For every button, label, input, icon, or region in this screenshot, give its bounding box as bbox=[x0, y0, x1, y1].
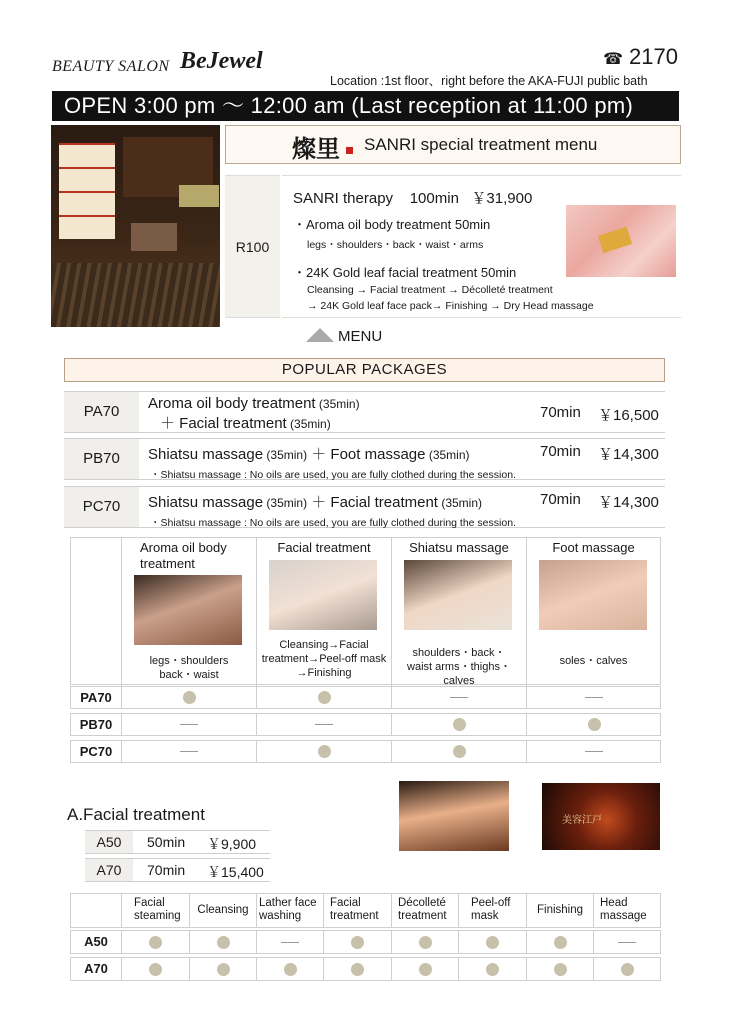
dot-mark bbox=[526, 931, 593, 953]
facial-duration: 70min bbox=[147, 862, 186, 878]
facial-massage-photo bbox=[399, 781, 509, 851]
facial-steps-header bbox=[70, 893, 661, 928]
step-title: Lather face washing bbox=[259, 897, 317, 922]
sanri-stamp-icon bbox=[346, 147, 353, 154]
phone-text: 2170 bbox=[629, 44, 678, 69]
treatment-title: Aroma oil body treatment bbox=[140, 540, 227, 571]
dot-mark bbox=[323, 931, 391, 953]
dash-mark bbox=[256, 714, 391, 735]
dot-mark bbox=[256, 958, 323, 980]
package-line1 bbox=[148, 395, 360, 412]
dot-mark bbox=[458, 958, 526, 980]
dot-mark bbox=[391, 714, 526, 735]
mountain-icon bbox=[306, 328, 334, 342]
facial-photo bbox=[269, 560, 377, 630]
salon-sign-text: 美容江戸 bbox=[562, 815, 602, 826]
brand-tagline: BEAUTY SALON bbox=[52, 58, 170, 75]
step-title: Facial treatment bbox=[330, 897, 379, 922]
dot-mark bbox=[121, 958, 189, 980]
row-label: PA70 bbox=[80, 690, 112, 705]
r100-gold-steps-1: Cleansing → Facial treatment → Décolleté treatment bbox=[307, 284, 553, 296]
facial-code: A70 bbox=[85, 859, 133, 881]
package-note: ・Shiatsu massage : No oils are used, you are fully clothed during the session. bbox=[150, 469, 516, 481]
treatment-column bbox=[121, 538, 256, 686]
row-label: A70 bbox=[84, 961, 108, 976]
facial-code: A50 bbox=[85, 831, 133, 853]
sanri-title-box bbox=[225, 125, 681, 164]
package-line1 bbox=[148, 443, 470, 464]
facial-steps-row bbox=[70, 957, 661, 981]
package-dur: (35min) bbox=[425, 448, 470, 462]
package-note: ・Shiatsu massage : No oils are used, you are fully clothed during the session. bbox=[150, 517, 516, 529]
comparison-row bbox=[70, 740, 661, 763]
package-dur: (35min) bbox=[286, 417, 331, 431]
dot-mark bbox=[391, 741, 526, 762]
treatment-title: Facial treatment bbox=[277, 540, 371, 555]
open-hours-bar: OPEN 3:00 pm 〜 12:00 am (Last reception at 11:00 pm) bbox=[52, 91, 679, 121]
foot-photo bbox=[539, 560, 647, 630]
package-code: PB70 bbox=[64, 439, 139, 479]
package-dur: (35min) bbox=[315, 397, 360, 411]
facial-duration: 50min bbox=[147, 834, 186, 850]
dash-mark bbox=[593, 931, 660, 953]
comparison-row bbox=[70, 713, 661, 736]
row-label: PC70 bbox=[79, 744, 113, 759]
dash-mark bbox=[526, 687, 660, 708]
facial-treatment-heading: A.Facial treatment bbox=[67, 805, 205, 824]
package-price: ￥14,300 bbox=[598, 446, 659, 463]
package-name: ＋ Facial treatment bbox=[160, 415, 287, 432]
treatment-caption: Cleansing→Facial treatment→Peel-off mask →Finishing bbox=[261, 639, 387, 679]
step-column bbox=[121, 894, 189, 927]
sanri-logo: 燦里 bbox=[292, 134, 340, 163]
package-line1 bbox=[148, 491, 482, 512]
gold-leaf-hand-photo bbox=[566, 205, 676, 277]
step-column bbox=[256, 894, 323, 927]
package-row bbox=[64, 486, 665, 528]
r100-aroma-line: ・Aroma oil body treatment 50min bbox=[293, 217, 491, 232]
step-title: Peel-off mask bbox=[471, 897, 511, 922]
row-label: PB70 bbox=[79, 717, 113, 732]
step-title: Facial steaming bbox=[134, 897, 181, 922]
salon-sign-photo bbox=[542, 783, 660, 850]
dot-mark bbox=[189, 958, 256, 980]
dash-mark bbox=[121, 741, 256, 762]
dot-mark bbox=[526, 958, 593, 980]
facial-price-row bbox=[85, 830, 270, 854]
popular-packages-header: POPULAR PACKAGES bbox=[64, 358, 665, 382]
facial-steps-row bbox=[70, 930, 661, 954]
package-name: Aroma oil body treatment bbox=[148, 395, 316, 412]
package-row bbox=[64, 438, 665, 480]
package-price: ￥14,300 bbox=[598, 494, 659, 511]
package-dur: (35min) bbox=[263, 448, 308, 462]
treatment-caption: soles・calves bbox=[559, 655, 628, 667]
package-row bbox=[64, 391, 665, 433]
step-title: Cleansing bbox=[197, 904, 249, 916]
dot-mark bbox=[391, 931, 458, 953]
dash-mark bbox=[256, 931, 323, 953]
package-name: ＋ Foot massage bbox=[307, 446, 426, 463]
treatment-title: Foot massage bbox=[552, 540, 635, 555]
sanri-title: SANRI special treatment menu bbox=[364, 135, 598, 154]
r100-aroma-areas: legs・shoulders・back・waist・arms bbox=[307, 239, 484, 251]
package-total-duration: 70min bbox=[540, 491, 581, 508]
dot-mark bbox=[391, 958, 458, 980]
dash-mark bbox=[526, 741, 660, 762]
package-dur: (35min) bbox=[437, 496, 482, 510]
package-dur: (35min) bbox=[263, 496, 308, 510]
dash-mark bbox=[391, 687, 526, 708]
step-column bbox=[391, 894, 458, 927]
menu-heading-text: MENU bbox=[338, 328, 383, 345]
facial-price: ￥9,900 bbox=[207, 836, 257, 852]
package-name: Shiatsu massage bbox=[148, 494, 264, 511]
dot-mark bbox=[121, 687, 256, 708]
shiatsu-photo bbox=[404, 560, 512, 630]
location-text: Location :1st floor、right before the AKA-FUJI public bath bbox=[330, 74, 648, 88]
dot-mark bbox=[256, 687, 391, 708]
package-code: PA70 bbox=[64, 392, 139, 432]
r100-code: R100 bbox=[225, 175, 280, 318]
dot-mark bbox=[121, 931, 189, 953]
step-title: Head massage bbox=[600, 897, 647, 922]
dot-mark bbox=[526, 714, 660, 735]
package-line2 bbox=[160, 412, 331, 433]
treatment-title: Shiatsu massage bbox=[409, 540, 509, 555]
facial-price: ￥15,400 bbox=[207, 864, 264, 880]
step-title: Décolleté treatment bbox=[398, 897, 447, 922]
treatment-column bbox=[391, 538, 526, 686]
phone-number bbox=[603, 44, 678, 70]
package-comparison-table bbox=[70, 537, 661, 685]
step-column bbox=[526, 894, 593, 927]
telephone-icon: ☎ bbox=[603, 51, 624, 68]
step-title: Finishing bbox=[536, 904, 584, 916]
treatment-column bbox=[526, 538, 660, 686]
comparison-row bbox=[70, 686, 661, 709]
package-price: ￥16,500 bbox=[598, 407, 659, 424]
treatment-column bbox=[256, 538, 391, 686]
facial-price-row bbox=[85, 858, 270, 882]
menu-heading bbox=[306, 328, 382, 345]
dot-mark bbox=[256, 741, 391, 762]
treatment-caption: legs・shoulders back・waist bbox=[149, 655, 229, 681]
aroma-photo bbox=[134, 575, 242, 645]
package-total-duration: 70min bbox=[540, 404, 581, 421]
dot-mark bbox=[189, 931, 256, 953]
package-name: Shiatsu massage bbox=[148, 446, 264, 463]
package-total-duration: 70min bbox=[540, 443, 581, 460]
step-column bbox=[189, 894, 256, 927]
package-code: PC70 bbox=[64, 487, 139, 527]
treatment-caption: shoulders・back・waist arms・thighs・calves bbox=[407, 647, 511, 687]
salon-room-photo bbox=[51, 125, 220, 327]
r100-gold-steps-2: → 24K Gold leaf face pack→ Finishing → Dry Head massage bbox=[307, 300, 594, 312]
brand-logo: BeJewel bbox=[180, 48, 263, 74]
dot-mark bbox=[593, 958, 660, 980]
step-column bbox=[458, 894, 526, 927]
row-label: A50 bbox=[84, 934, 108, 949]
dot-mark bbox=[323, 958, 391, 980]
step-column bbox=[593, 894, 660, 927]
r100-therapy-line: SANRI therapy 100min ￥31,900 bbox=[293, 190, 533, 207]
step-column bbox=[323, 894, 391, 927]
dash-mark bbox=[121, 714, 256, 735]
package-name: ＋ Facial treatment bbox=[307, 494, 438, 511]
dot-mark bbox=[458, 931, 526, 953]
r100-gold-line: ・24K Gold leaf facial treatment 50min bbox=[293, 265, 517, 280]
